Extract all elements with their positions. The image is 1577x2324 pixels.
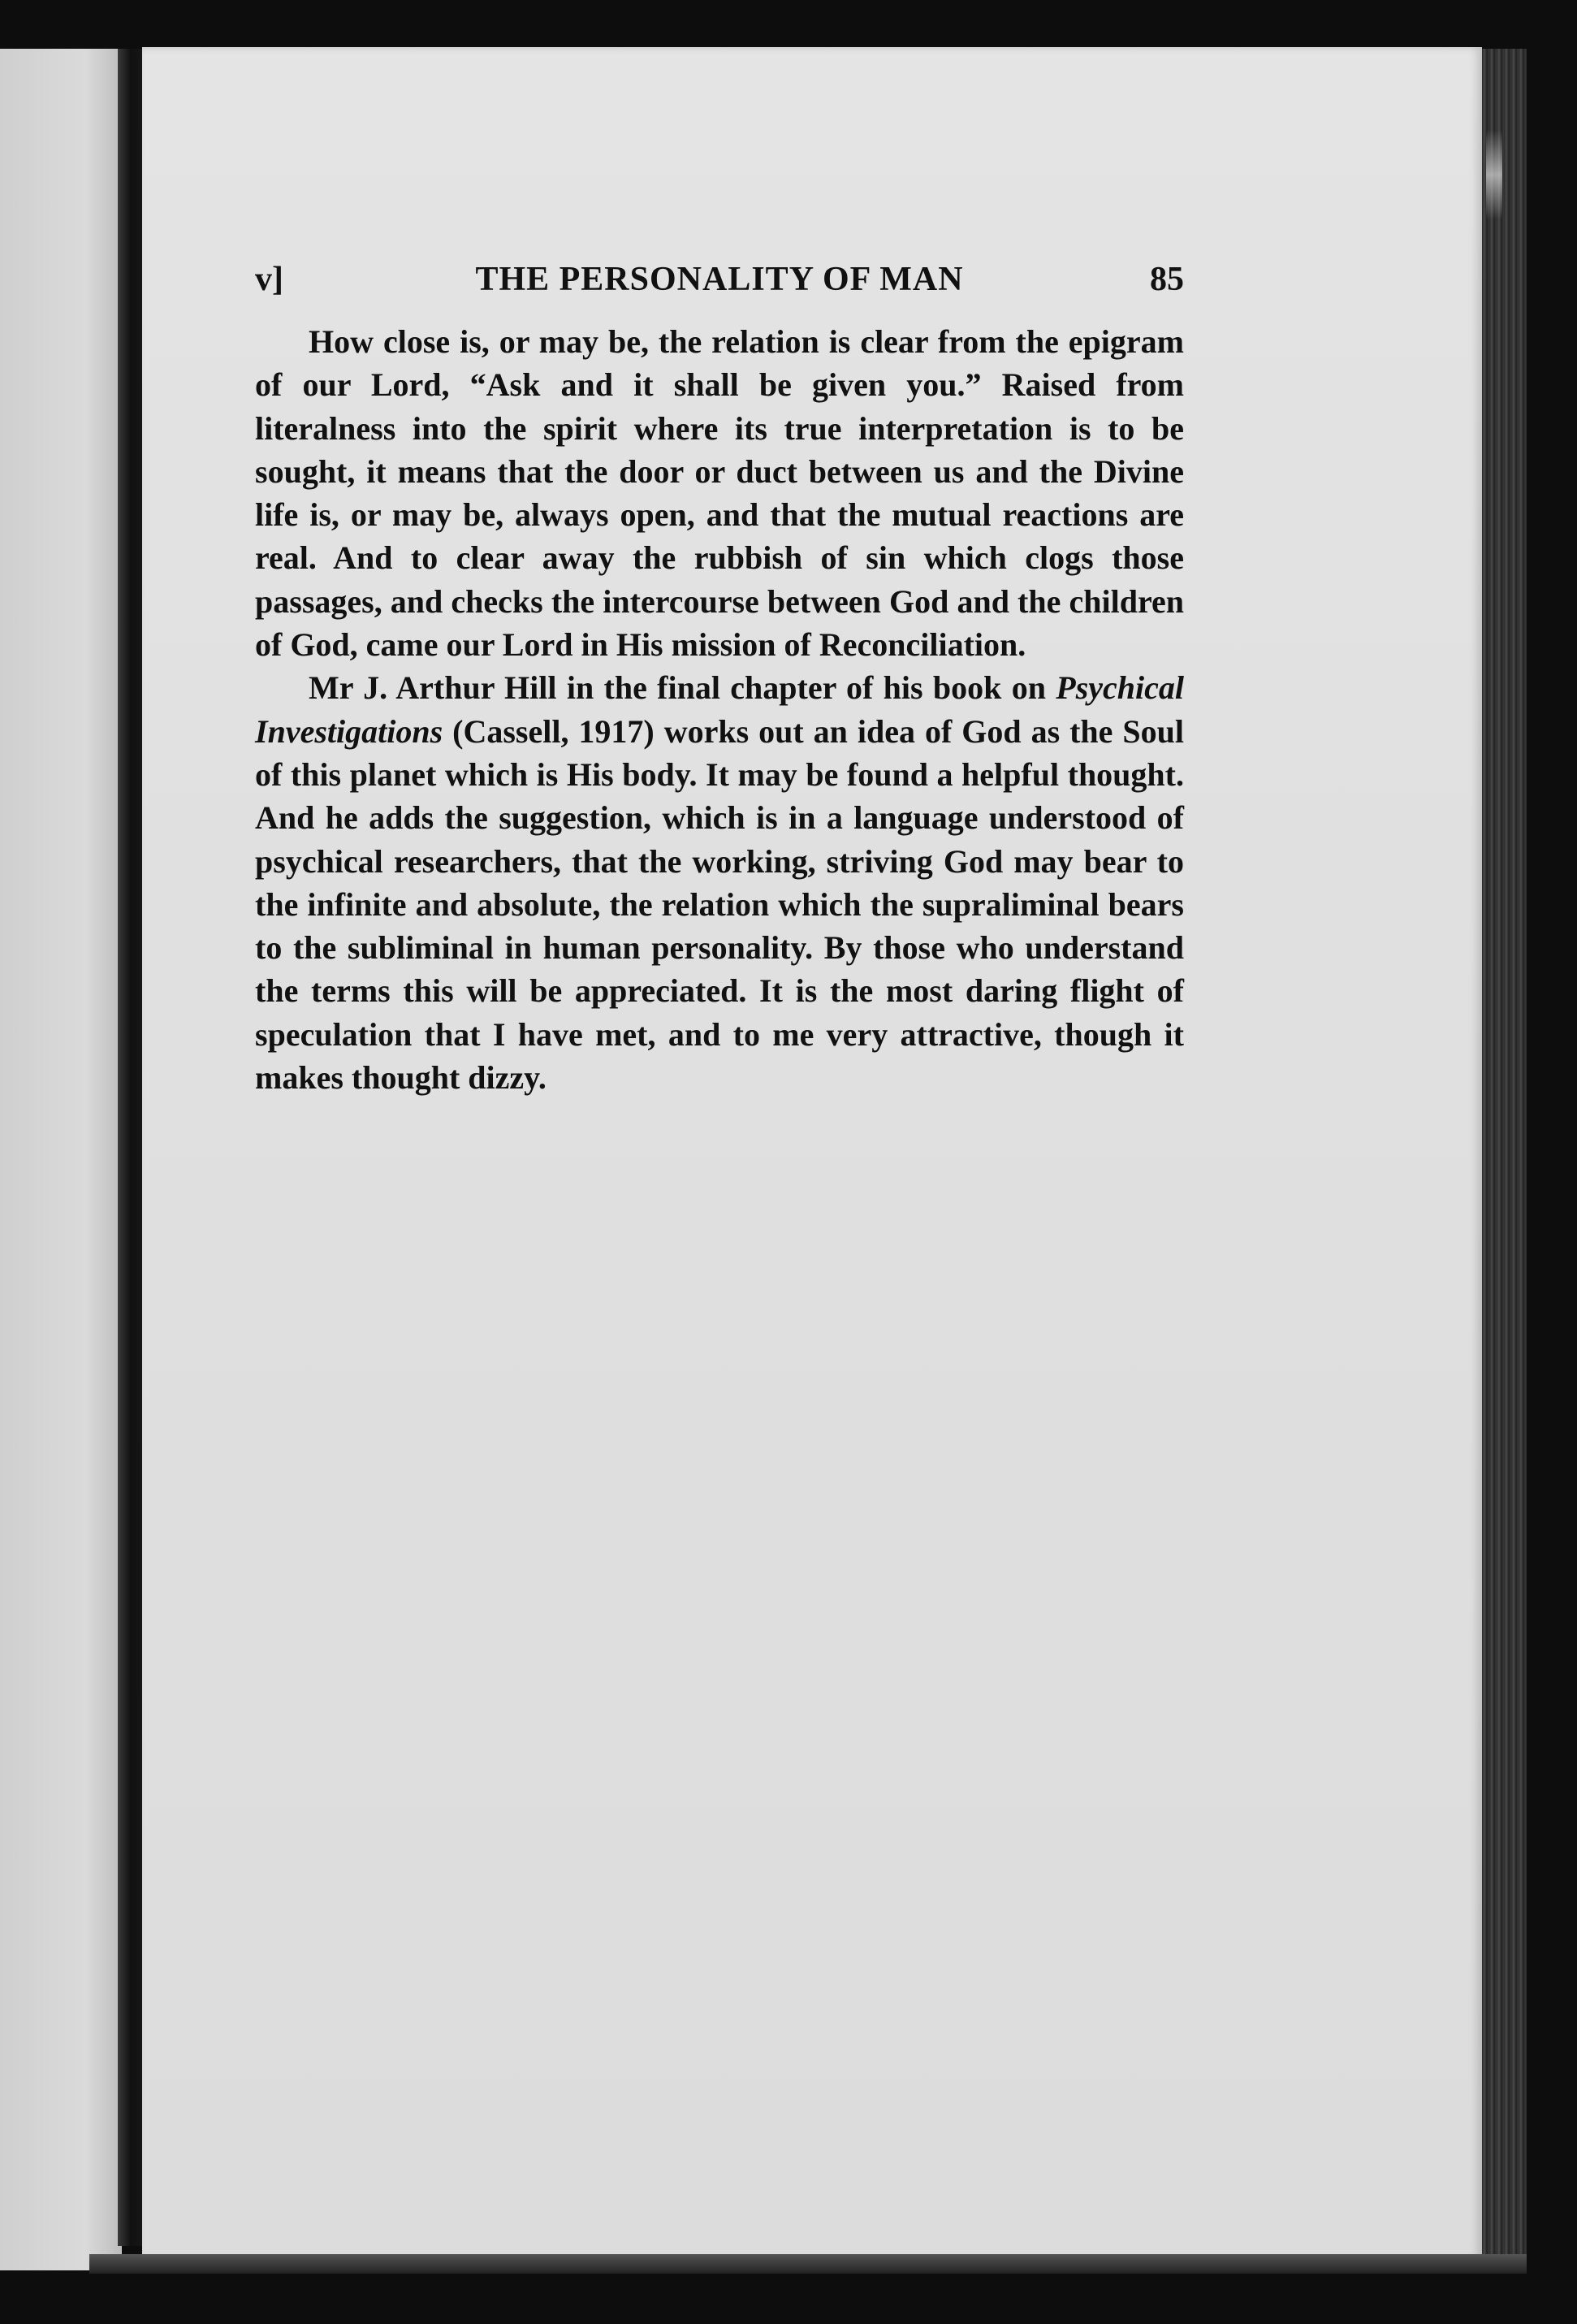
- page-stack-edge: [1482, 49, 1527, 2266]
- paragraph-2-text-after: (Cassell, 1917) works out an idea of God as the Soul of this planet which is His body. It may be found a helpful thought. And he adds the suggestion, which is in a language understood of psychical researchers, that the working, striving God may bear to the infinite and absolute, the relation which the supraliminal bears to the subliminal in human personality. By those who understand the terms this will be appreciated. It is the most daring flight of speculation that I have met, and to me very attractive, though it makes thought dizzy.: [255, 712, 1184, 1097]
- running-head: [255, 257, 1184, 305]
- previous-page-edge: [0, 49, 122, 2270]
- page-bottom-shadow: [89, 2254, 1527, 2274]
- page-content: [255, 257, 1184, 1099]
- paragraph-2-text-before: Mr J. Arthur Hill in the final chapter of his book on: [309, 669, 1046, 707]
- page-edge-highlight: [1486, 130, 1502, 219]
- page-number: 85: [1150, 261, 1184, 298]
- paragraph-1-text: How close is, or may be, the relation is clear from the epigram of our Lord, “Ask and it shall be given you.” Raised from literalness into the spirit where its true interpretation is to be sought, it means that the door or duct between us and the Divine life is, or may be, always open, and that the mutual reactions are real. And to clear away the rubbish of sin which clogs those passages, and checks the intercourse between God and the children of God, came our Lord in His mission of Reconciliation.: [255, 323, 1184, 664]
- book-title-reference: Psychical Investigations: [255, 669, 1184, 750]
- paragraph-2: [255, 666, 1184, 1099]
- body-text: [255, 320, 1184, 1099]
- section-reference: v]: [255, 261, 283, 298]
- paragraph-1: [255, 320, 1184, 666]
- running-title: THE PERSONALITY OF MAN: [475, 261, 964, 298]
